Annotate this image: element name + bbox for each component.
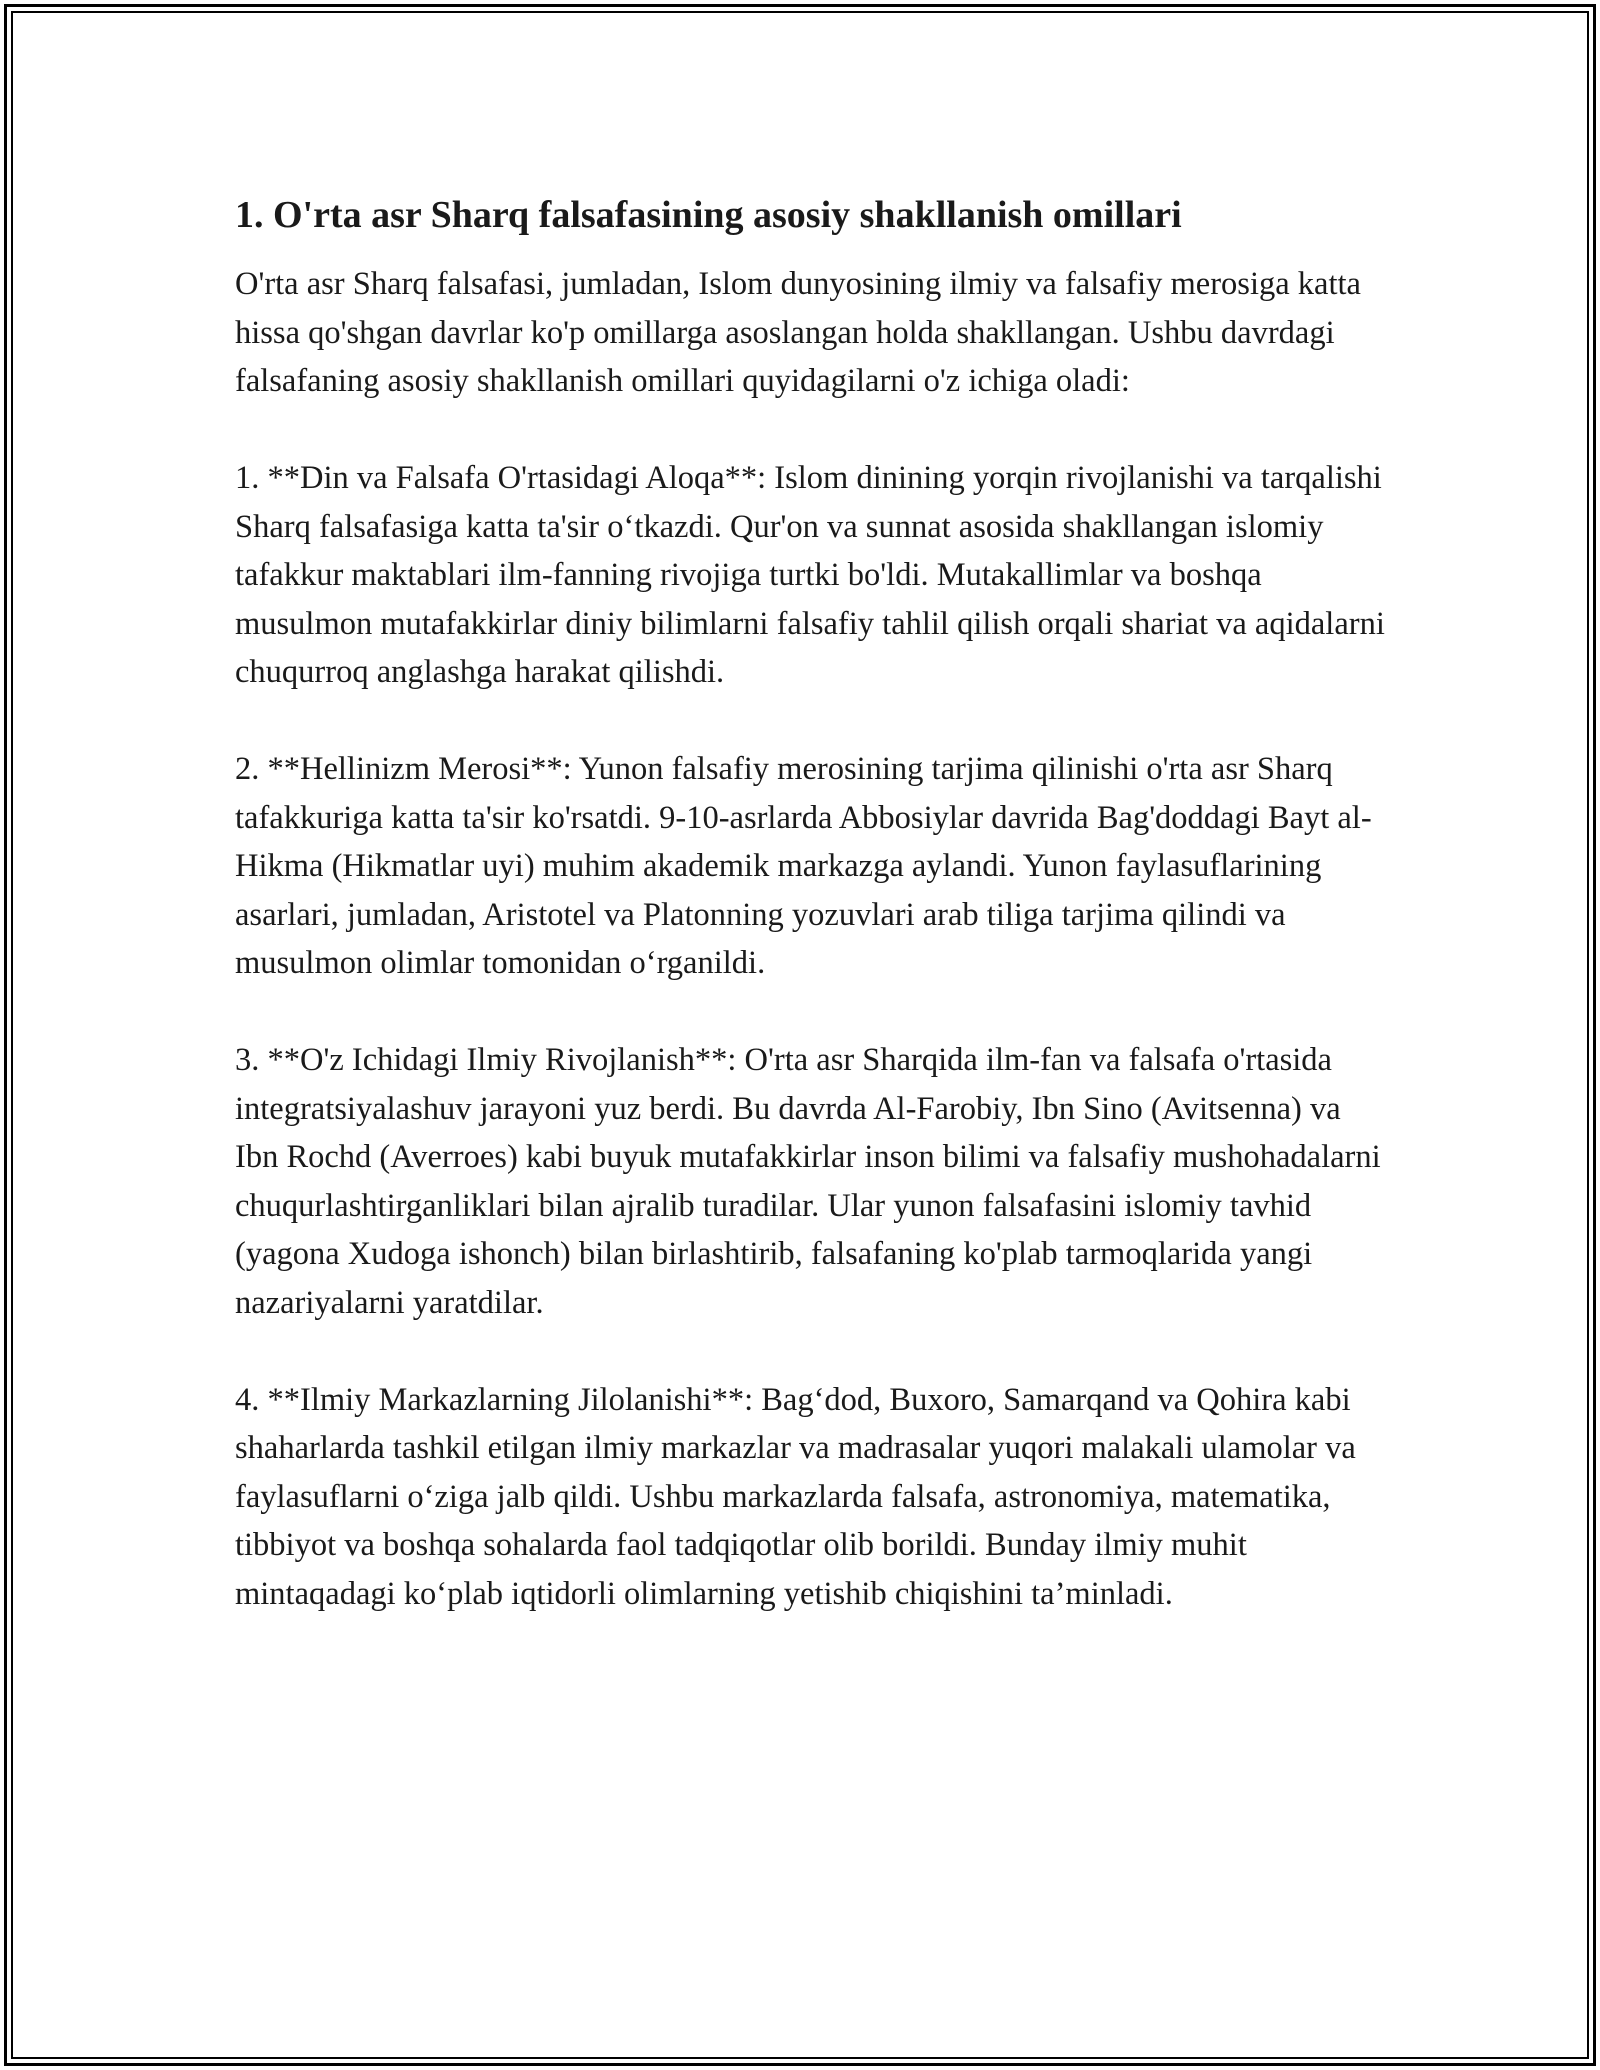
paragraph-intro: O'rta asr Sharq falsafasi, jumladan, Islom dunyosining ilmiy va falsafiy merosiga katta hissa qo'shgan davrlar ko'p omillarga asoslangan holda shakllangan. Ushbu davrdagi falsafaning asosiy shakllanish omillari quyidagilarni o'z ichiga oladi: xyxy=(235,266,1361,399)
document-body xyxy=(235,190,1385,1667)
paragraph-item-3: 3. **O'z Ichidagi Ilmiy Rivojlanish**: O'rta asr Sharqida ilm-fan va falsafa o'rtasida integratsiyalashuv jarayoni yuz berdi. Bu davrda Al-Farobiy, Ibn Sino (Avitsenna) va Ibn Rochd (Averroes) kabi buyuk mutafakkirlar inson bilimi va falsafiy mushohadalarni chuqurlashtirganliklari bilan ajralib turadilar. Ular yunon falsafasini islomiy tavhid (yagona Xudoga ishonch) bilan birlashtirib, falsafaning ko'plab tarmoqlarida yangi nazariyalarni yaratdilar. xyxy=(235,1042,1381,1321)
paragraph-item-4: 4. **Ilmiy Markazlarning Jilolanishi**: Bag‘dod, Buxoro, Samarqand va Qohira kabi shaharlarda tashkil etilgan ilmiy markazlar va madrasalar yuqori malakali ulamolar va faylasuflarni o‘ziga jalb qildi. Ushbu markazlarda falsafa, astronomiya, matematika, tibbiyot va boshqa sohalarda faol tadqiqotlar olib borildi. Bunday ilmiy muhit mintaqadagi ko‘plab iqtidorli olimlarning yetishib chiqishini ta’minladi. xyxy=(235,1381,1356,1612)
paragraph-item-1: 1. **Din va Falsafa O'rtasidagi Aloqa**: Islom dinining yorqin rivojlanishi va tarqalishi Sharq falsafasiga katta ta'sir o‘tkazdi. Qur'on va sunnat asosida shakllangan islomiy tafakkur maktablari ilm-fanning rivojiga turtki bo'ldi. Mutakallimlar va boshqa musulmon mutafakkirlar diniy bilimlarni falsafiy tahlil qilish orqali shariat va aqidalarni chuqurroq anglashga harakat qilishdi. xyxy=(235,460,1385,690)
document-title: 1. O'rta asr Sharq falsafasining asosiy shakllanish omillari xyxy=(235,194,1182,236)
paragraph-item-2: 2. **Hellinizm Merosi**: Yunon falsafiy merosining tarjima qilinishi o'rta asr Sharq tafakkuriga katta ta'sir ko'rsatdi. 9-10-asrlarda Abbosiylar davrida Bag'doddagi Bayt al-Hikma (Hikmatlar uyi) muhim akademik markazga aylandi. Yunon faylasuflarining asarlari, jumladan, Aristotel va Platonning yozuvlari arab tiliga tarjima qilindi va musulmon olimlar tomonidan o‘rganildi. xyxy=(235,751,1372,981)
